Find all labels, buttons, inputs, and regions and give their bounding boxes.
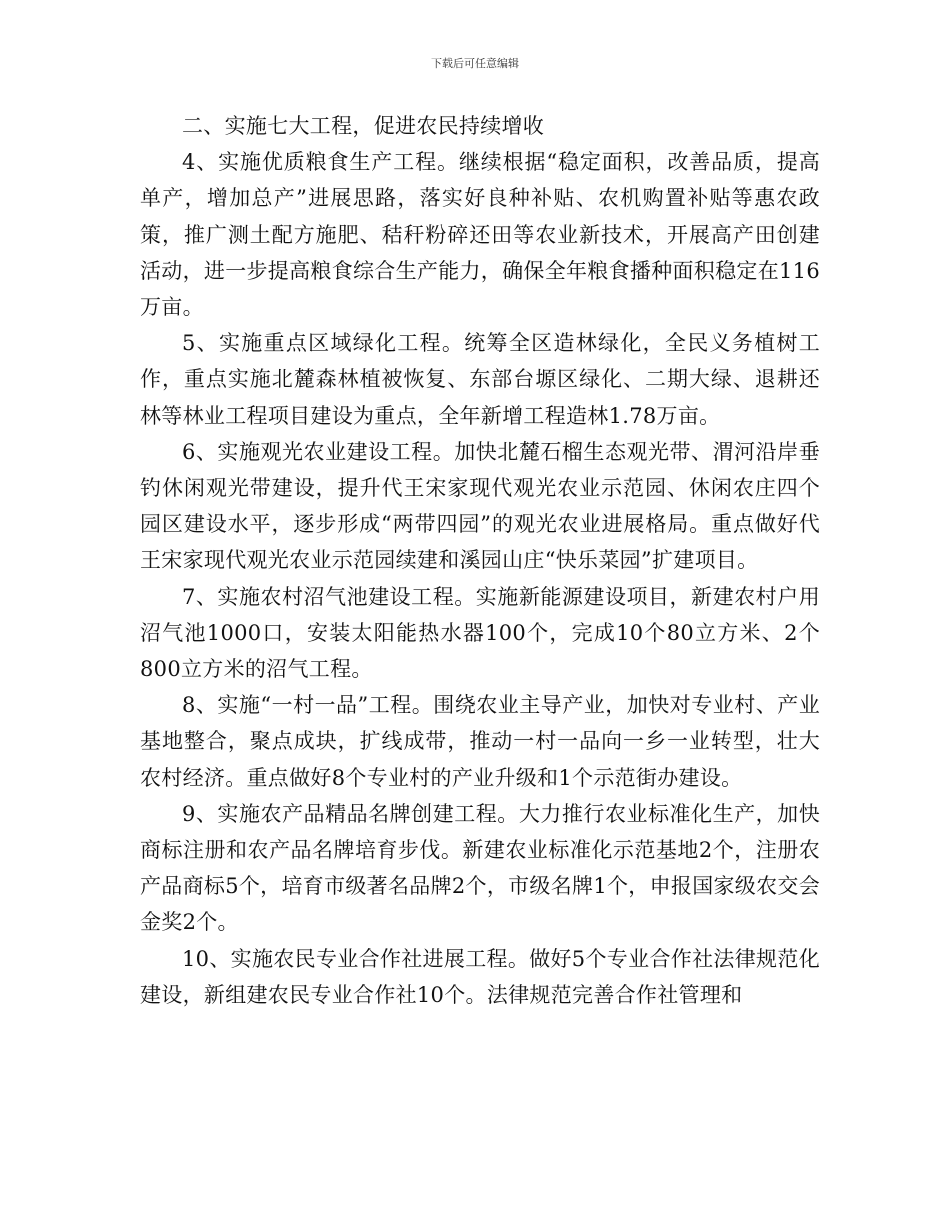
paragraph-item-5: 5、实施重点区域绿化工程。统筹全区造林绿化，全民义务植树工作，重点实施北麓森林植被恢复、东部台塬区绿化、二期大绿、退耕还林等林业工程项目建设为重点，全年新增工程造林1.78万亩。 [140,331,820,428]
paragraph-item-8: 8、实施“一村一品”工程。围绕农业主导产业，加快对专业村、产业基地整合，聚点成块，扩线成带，推动一村一品向一乡一业转型，壮大农村经济。重点做好8个专业村的产业升级和1个示范街办建设。 [140,693,820,790]
paragraph-item-7: 7、实施农村沼气池建设工程。实施新能源建设项目，新建农村户用沼气池1000口，安装太阳能热水器100个，完成10个80立方米、2个800立方米的沼气工程。 [140,584,820,682]
page-header-note: 下载后可任意编辑 [431,57,519,70]
paragraph-item-10: 10、实施农民专业合作社进展工程。做好5个专业合作社法律规范化建设，新组建农民专业合作社10个。法律规范完善合作社管理和 [140,946,820,1007]
paragraph-item-9: 9、实施农产品精品名牌创建工程。大力推行农业标准化生产，加快商标注册和农产品名牌培育步伐。新建农业标准化示范基地2个，注册农产品商标5个，培育市级著名品牌2个，市级名牌1个，申报国家级农交会金奖2个。 [140,801,820,935]
document-body [140,108,820,1013]
section-heading: 二、实施七大工程，促进农民持续增收 [182,114,545,138]
paragraph-item-4: 4、实施优质粮食生产工程。继续根据“稳定面积，改善品质，提高单产，增加总产”进展思路，落实好良种补贴、农机购置补贴等惠农政策，推广测土配方施肥、秸秆粉碎还田等农业新技术，开展高产田创建活动，进一步提高粮食综合生产能力，确保全年粮食播种面积稳定在116万亩。 [140,150,820,320]
paragraph-item-6: 6、实施观光农业建设工程。加快北麓石榴生态观光带、渭河沿岸垂钓休闲观光带建设，提升代王宋家现代观光农业示范园、休闲农庄四个园区建设水平，逐步形成“两带四园”的观光农业进展格局。重点做好代王宋家现代观光农业示范园续建和溪园山庄“快乐菜园”扩建项目。 [140,439,820,573]
